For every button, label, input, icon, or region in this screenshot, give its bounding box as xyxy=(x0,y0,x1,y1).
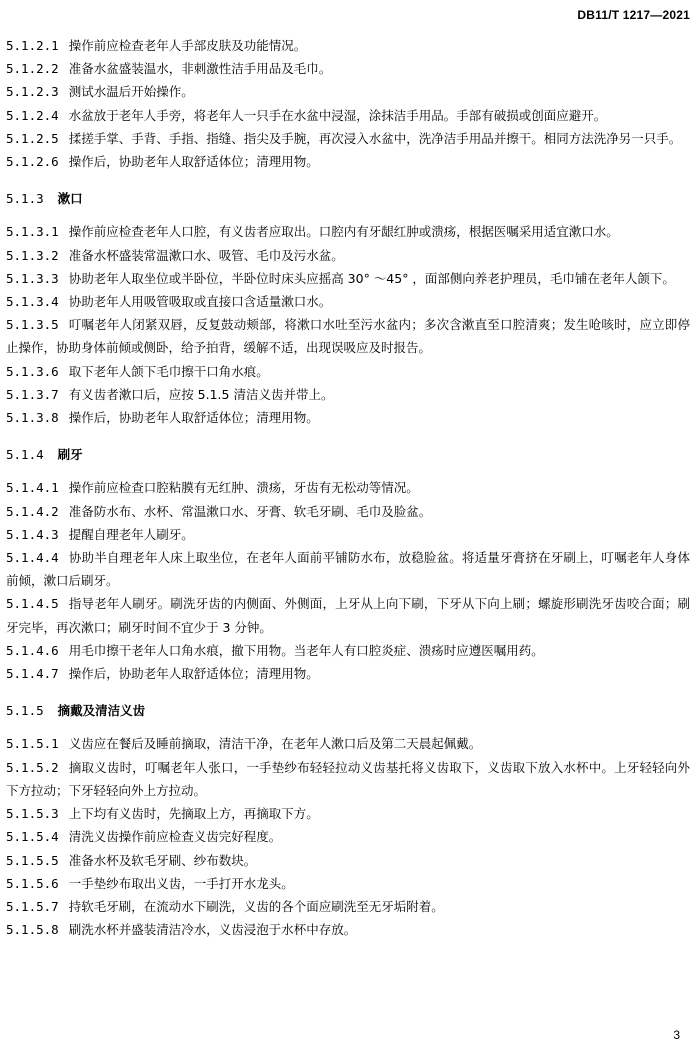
clause-5-1-2-1: 5.1.2.1 操作前应检查老年人手部皮肤及功能情况。 xyxy=(6,38,307,53)
section-5-1-5 xyxy=(6,699,690,941)
clause-5-1-5-5: 5.1.5.5 准备水杯及软毛牙刷、纱布数块。 xyxy=(6,852,257,868)
clause-5-1-2-6: 5.1.2.6 操作后，协助老年人取舒适体位；清理用物。 xyxy=(6,154,319,170)
clause-5-1-2-3: 5.1.2.3 测试水温后开始操作。 xyxy=(6,84,194,100)
clause-5-1-3-4: 5.1.3.4 协助老年人用吸管吸取或直接口含适量漱口水。 xyxy=(6,294,332,310)
clause-5-1-5-8: 5.1.5.8 刷洗水杯并盛装清洁冷水，义齿浸泡于水杯中存放。 xyxy=(6,922,357,938)
clause-5-1-5-4: 5.1.5.4 清洗义齿操作前应检查义齿完好程度。 xyxy=(6,829,282,845)
clause-5-1-3-7: 5.1.3.7 有义齿者漱口后，应按 5.1.5 清洁义齿并带上。 xyxy=(6,386,334,402)
section-5-1-3 xyxy=(6,187,690,429)
document-body xyxy=(6,34,690,941)
section-5-1-2-items xyxy=(6,34,690,173)
section-heading-5-1-4: 5.1.4 刷牙 xyxy=(6,447,83,463)
section-5-1-4 xyxy=(6,443,690,685)
clause-5-1-4-3: 5.1.4.3 提醒自理老年人刷牙。 xyxy=(6,526,194,542)
clause-5-1-5-2: 5.1.5.2 摘取义齿时，叮嘱老年人张口，一手垫纱布轻轻拉动义齿基托将义齿取下，义齿取下放入水杯中。上牙轻轻向外下方拉动；下牙轻轻向外上方拉动。 xyxy=(6,759,690,798)
clause-5-1-3-2: 5.1.3.2 准备水杯盛装常温漱口水、吸管、毛巾及污水盆。 xyxy=(6,247,344,263)
page-number: 3 xyxy=(673,1028,680,1042)
section-heading-5-1-5: 5.1.5 摘戴及清洁义齿 xyxy=(6,703,146,719)
clause-5-1-3-6: 5.1.3.6 取下老年人颌下毛巾擦干口角水痕。 xyxy=(6,363,269,379)
clause-5-1-4-4: 5.1.4.4 协助半自理老年人床上取坐位，在老年人面前平铺防水布，放稳脸盆。将适量牙膏挤在牙刷上，叮嘱老年人身体前倾，漱口后刷牙。 xyxy=(6,550,690,589)
clause-5-1-4-6: 5.1.4.6 用毛巾擦干老年人口角水痕，撤下用物。当老年人有口腔炎症、溃疡时应遵医嘱用药。 xyxy=(6,642,544,658)
clause-5-1-5-1: 5.1.5.1 义齿应在餐后及睡前摘取，清洁干净，在老年人漱口后及第二天晨起佩戴。 xyxy=(6,736,482,752)
clause-5-1-4-1: 5.1.4.1 操作前应检查口腔粘膜有无红肿、溃疡，牙齿有无松动等情况。 xyxy=(6,480,419,496)
clause-5-1-3-8: 5.1.3.8 操作后，协助老年人取舒适体位；清理用物。 xyxy=(6,410,319,426)
clause-5-1-2-4: 5.1.2.4 水盆放于老年人手旁，将老年人一只手在水盆中浸湿，涂抹洁手用品。手部有破损或创面应避开。 xyxy=(6,107,607,123)
document-code-header: DB11/T 1217—2021 xyxy=(577,8,690,22)
clause-5-1-4-2: 5.1.4.2 准备防水布、水杯、常温漱口水、牙膏、软毛牙刷、毛巾及脸盆。 xyxy=(6,503,432,519)
clause-5-1-4-5: 5.1.4.5 指导老年人刷牙。刷洗牙齿的内侧面、外侧面，上牙从上向下刷，下牙从下向上刷；螺旋形刷洗牙齿咬合面；刷牙完毕，再次漱口；刷牙时间不宜少于 3 分钟。 xyxy=(6,596,690,635)
clause-5-1-5-3: 5.1.5.3 上下均有义齿时，先摘取上方，再摘取下方。 xyxy=(6,806,319,822)
clause-5-1-3-1: 5.1.3.1 操作前应检查老年人口腔，有义齿者应取出。口腔内有牙龈红肿或溃疡，根据医嘱采用适宜漱口水。 xyxy=(6,224,619,240)
clause-5-1-5-7: 5.1.5.7 持软毛牙刷，在流动水下刷洗，义齿的各个面应刷洗至无牙垢附着。 xyxy=(6,898,444,914)
clause-5-1-3-5: 5.1.3.5 叮嘱老年人闭紧双唇，反复鼓动颊部，将漱口水吐至污水盆内；多次含漱直至口腔清爽；发生呛咳时，应立即停止操作，协助身体前倾或侧卧，给予拍背，缓解不适，出现误吸应及时报告。 xyxy=(6,317,690,356)
clause-5-1-2-5: 5.1.2.5 揉搓手掌、手背、手指、指缝、指尖及手腕，再次浸入水盆中，洗净洁手用品并擦干。相同方法洗净另一只手。 xyxy=(6,130,682,146)
clause-5-1-3-3: 5.1.3.3 协助老年人取坐位或半卧位，半卧位时床头应摇高 30° ～45° ，面部侧向养老护理员，毛巾铺在老年人颌下。 xyxy=(6,270,675,286)
section-heading-5-1-3: 5.1.3 漱口 xyxy=(6,191,83,207)
clause-5-1-4-7: 5.1.4.7 操作后，协助老年人取舒适体位；清理用物。 xyxy=(6,666,319,682)
clause-5-1-2-2: 5.1.2.2 准备水盆盛装温水，非刺激性洁手用品及毛巾。 xyxy=(6,61,332,77)
clause-5-1-5-6: 5.1.5.6 一手垫纱布取出义齿，一手打开水龙头。 xyxy=(6,875,294,891)
